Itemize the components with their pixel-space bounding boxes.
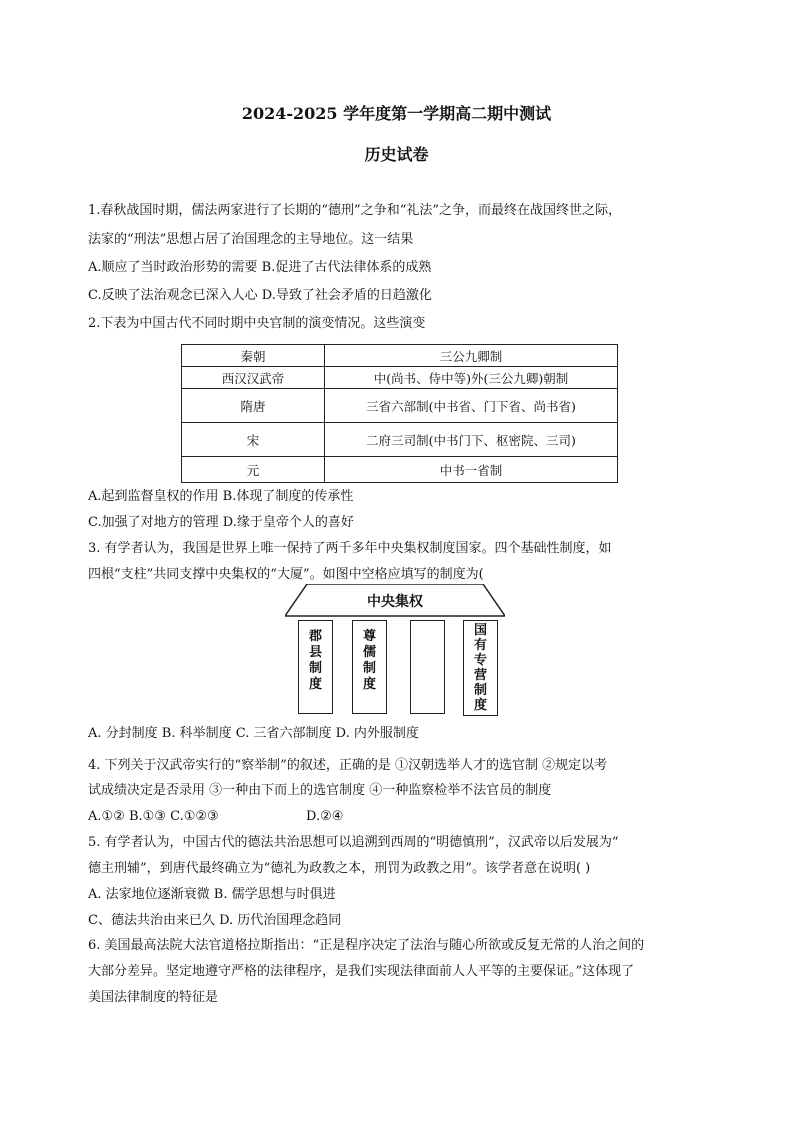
q1-stem-line1: 1.春秋战国时期，儒法两家进行了长期的“德刑”之争和“礼法”之争，而最终在战国终世之际， [88,203,621,218]
table-cell: 元 [182,457,325,483]
q2-options-line1: A.起到监督皇权的作用 B.体现了制度的传承性 [88,489,354,504]
pillar-char: 专 [473,653,487,668]
q1-options-line2: C.反映了法治观念已深入人心 D.导致了社会矛盾的日趋激化 [88,288,432,303]
pillar-char: 尊 [362,629,376,644]
q5-options-line2: C、德法共治由来已久 D. 历代治国理念趋同 [88,913,342,928]
exam-title: 2024-2025 学年度第一学期高二期中测试 [241,104,552,123]
table-cell: 三省六部制(中书省、门下省、尚书省) [325,389,618,423]
table-cell: 二府三司制(中书门下、枢密院、三司) [325,423,618,457]
pillar-char: 郡 [308,629,322,644]
table-row [182,457,618,483]
pillar-char: 国 [473,623,487,638]
pillar-char: 度 [308,677,322,692]
q4-options-abc: A.①② B.①③ C.①②③ [88,809,219,824]
q6-stem-line3: 美国法律制度的特征是 [88,990,219,1005]
table-row [182,389,618,423]
pillar-char: 度 [473,698,487,713]
roof-label: 中央集权 [367,594,423,610]
pillar-state-monopoly [463,620,498,716]
q1-options-line1: A.顺应了当时政治形势的需要 B.促进了古代法律体系的成熟 [88,260,432,275]
q6-stem-line1: 6. 美国最高法院大法官道格拉斯指出：“正是程序决定了法治与随心所欲或反复无常的人治之间的 [88,938,645,953]
q1-stem-line2: 法家的“刑法”思想占居了治国理念的主导地位。这一结果 [88,232,414,247]
exam-subtitle: 历史试卷 [364,145,429,164]
q5-stem-line2: 德主刑辅”，到唐代最终确立为“德礼为政教之本，刑罚为政教之用”。该学者意在说明( ) [88,861,591,876]
table-cell: 秦朝 [182,345,325,367]
table-row [182,345,618,367]
q5-stem-line1: 5. 有学者认为，中国古代的德法共治思想可以追溯到西周的“明德慎刑”，汉武帝以后发展为“ [88,835,619,850]
table-cell: 西汉汉武帝 [182,367,325,389]
pillar-char: 制 [362,661,376,676]
q2-options-line2: C.加强了对地方的管理 D.缘于皇帝个人的喜好 [88,515,354,530]
table-cell: 中(尚书、侍中等)外(三公九卿)朝制 [325,367,618,389]
pillar-char: 县 [308,645,322,660]
pillar-prefecture-county [298,620,333,714]
q3-stem-line2: 四根“支柱”共同支撑中央集权的“大厦”。如图中空格应填写的制度为( [88,567,484,582]
pillar-char: 儒 [362,645,376,660]
pillar-char: 营 [473,668,487,683]
pillar-confucianism [352,620,387,714]
pillar-char: 制 [308,661,322,676]
q2-stem: 2.下表为中国古代不同时期中央官制的演变情况。这些演变 [88,316,426,331]
pillar-blank [410,620,445,714]
q2-table [181,344,618,483]
table-cell: 宋 [182,423,325,457]
pillar-char: 制 [473,683,487,698]
table-row [182,367,618,389]
q4-options-d: D.②④ [306,809,344,824]
pillar-char: 度 [362,677,376,692]
table-cell: 中书一省制 [325,457,618,483]
table-cell: 隋唐 [182,389,325,423]
q3-options: A. 分封制度 B. 科举制度 C. 三省六部制度 D. 内外服制度 [88,726,419,741]
q6-stem-line2: 大部分差异。坚定地遵守严格的法律程序，是我们实现法律面前人人平等的主要保证。”这体现了 [88,964,635,979]
q4-stem-line1: 4. 下列关于汉武帝实行的“察举制”的叙述，正确的是 ①汉朝选举人才的选官制 ②规定以考 [88,758,608,773]
q3-stem-line1: 3. 有学者认为，我国是世界上唯一保持了两千多年中央集权制度国家。四个基础性制度，如 [88,541,612,556]
table-cell: 三公九卿制 [325,345,618,367]
table-row [182,423,618,457]
pillar-char: 有 [473,638,487,653]
q4-stem-line2: 试成绩决定是否录用 ③一种由下而上的选官制度 ④一种监察检举不法官员的制度 [88,783,552,798]
q5-options-line1: A. 法家地位逐渐衰微 B. 儒学思想与时俱进 [88,887,336,902]
